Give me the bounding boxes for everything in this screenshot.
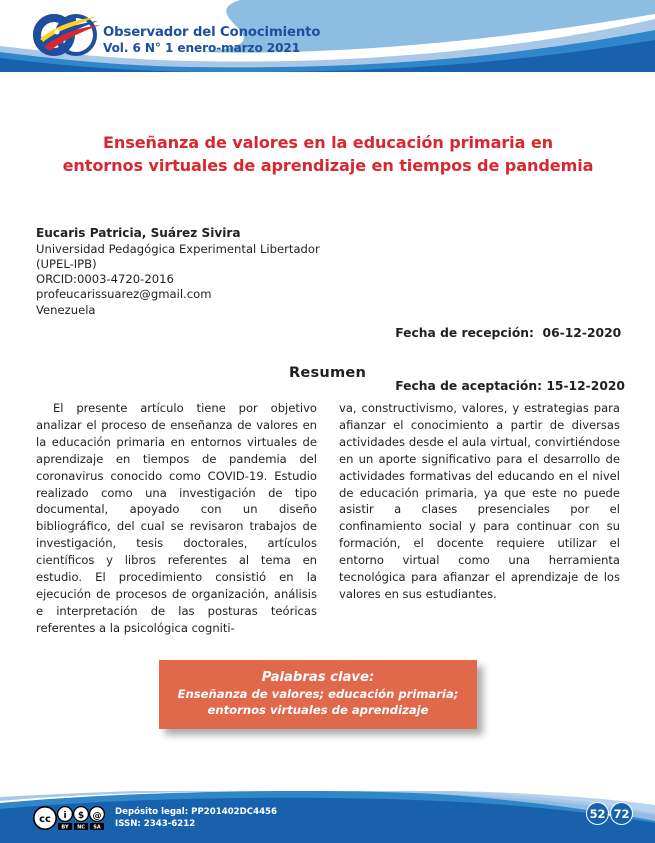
author-block bbox=[36, 226, 366, 318]
masthead bbox=[103, 25, 320, 55]
abstract-body bbox=[36, 400, 621, 637]
abstract-column-left: El presente artículo tiene por objetivo analizar el proceso de enseñanza de valores en la educación primaria en entornos virtuales de aprendizaje en tiempos de pandemia del coronavirus conocido como COVID-19. Estudio realizado como una investigación de tipo documental, apoyado con un diseño bibliográfico, del cual se revisaron trabajos de investigación, tesis doctorales, artículos científicos y libros referentes al tema en estudio. El procedimiento consistió en la ejecución de procesos de organización, análisis e interpretación de las posturas teóricas referentes a la psicológica cogniti- bbox=[36, 401, 317, 635]
page-end-badge: 72 bbox=[610, 802, 633, 825]
author-affiliation: Universidad Pedagógica Experimental Libertador bbox=[36, 241, 320, 256]
keywords-box bbox=[159, 660, 477, 729]
keywords-title: Palabras clave: bbox=[261, 670, 375, 685]
svg-text:$: $ bbox=[77, 811, 85, 821]
svg-text:i: i bbox=[63, 811, 67, 821]
page-range bbox=[586, 802, 633, 825]
author-name: Eucaris Patricia, Suárez Sivira bbox=[36, 226, 241, 240]
submission-dates bbox=[370, 308, 625, 413]
author-country: Venezuela bbox=[36, 302, 96, 317]
svg-text:NC: NC bbox=[77, 824, 85, 831]
page-header bbox=[0, 0, 655, 72]
page-range-separator: - bbox=[607, 806, 612, 821]
reception-date: 06-12-2020 bbox=[542, 326, 622, 341]
creative-commons-by-nc-sa-icon bbox=[32, 805, 110, 831]
reception-label: Fecha de recepción: bbox=[395, 326, 534, 341]
reception-date-row bbox=[370, 308, 625, 360]
svg-text:SA: SA bbox=[93, 824, 101, 831]
journal-issue: Vol. 6 N° 1 enero-marzo 2021 bbox=[103, 40, 301, 55]
svg-text:BY: BY bbox=[61, 824, 69, 831]
page-body bbox=[0, 72, 655, 795]
acceptance-label: Fecha de aceptación: bbox=[395, 378, 543, 393]
deposito-legal: Depósito legal: PP201402DC4456 bbox=[115, 806, 278, 817]
keywords-text: Enseñanza de valores; educación primaria; entornos virtuales de aprendizaje bbox=[177, 687, 459, 717]
page-start-badge: 52 bbox=[586, 802, 609, 825]
issn: ISSN: 2343-6212 bbox=[115, 819, 196, 829]
author-orcid: ORCID:0003-4720-2016 bbox=[36, 272, 174, 287]
abstract-heading: Resumen bbox=[288, 364, 367, 381]
article-title: Enseñanza de valores en la educación primaria en entornos virtuales de aprendizaje en tiempos de pandemia bbox=[62, 133, 594, 175]
svg-text:@: @ bbox=[92, 811, 102, 822]
journal-name: Observador del Conocimiento bbox=[103, 25, 321, 40]
license-block bbox=[32, 805, 277, 831]
abstract-column-right: va, constructivismo, valores, y estrategias para afianzar el conocimiento a partir de diversas actividades desde el aula virtual, convirtiéndose en un aporte significativo para el desarrollo de actividades formativas del educando en el nivel de educación primaria, ya que este no puede asistir a clases presenciales por el confinamiento social y para continuar con su formación, el docente requiere utilizar el entorno virtual como una herramienta tecnológica para afianzar el aprendizaje de los valores en sus estudiantes. bbox=[339, 401, 620, 601]
page-footer bbox=[0, 791, 655, 843]
acceptance-date: 15-12-2020 bbox=[546, 378, 625, 393]
oc-journal-logo-icon bbox=[30, 9, 102, 61]
legal-text-block bbox=[115, 806, 277, 831]
svg-text:cc: cc bbox=[39, 814, 51, 825]
author-email: profeucarissuarez@gmail.com bbox=[36, 287, 212, 302]
author-affiliation-acronym: (UPEL-IPB) bbox=[36, 257, 97, 272]
